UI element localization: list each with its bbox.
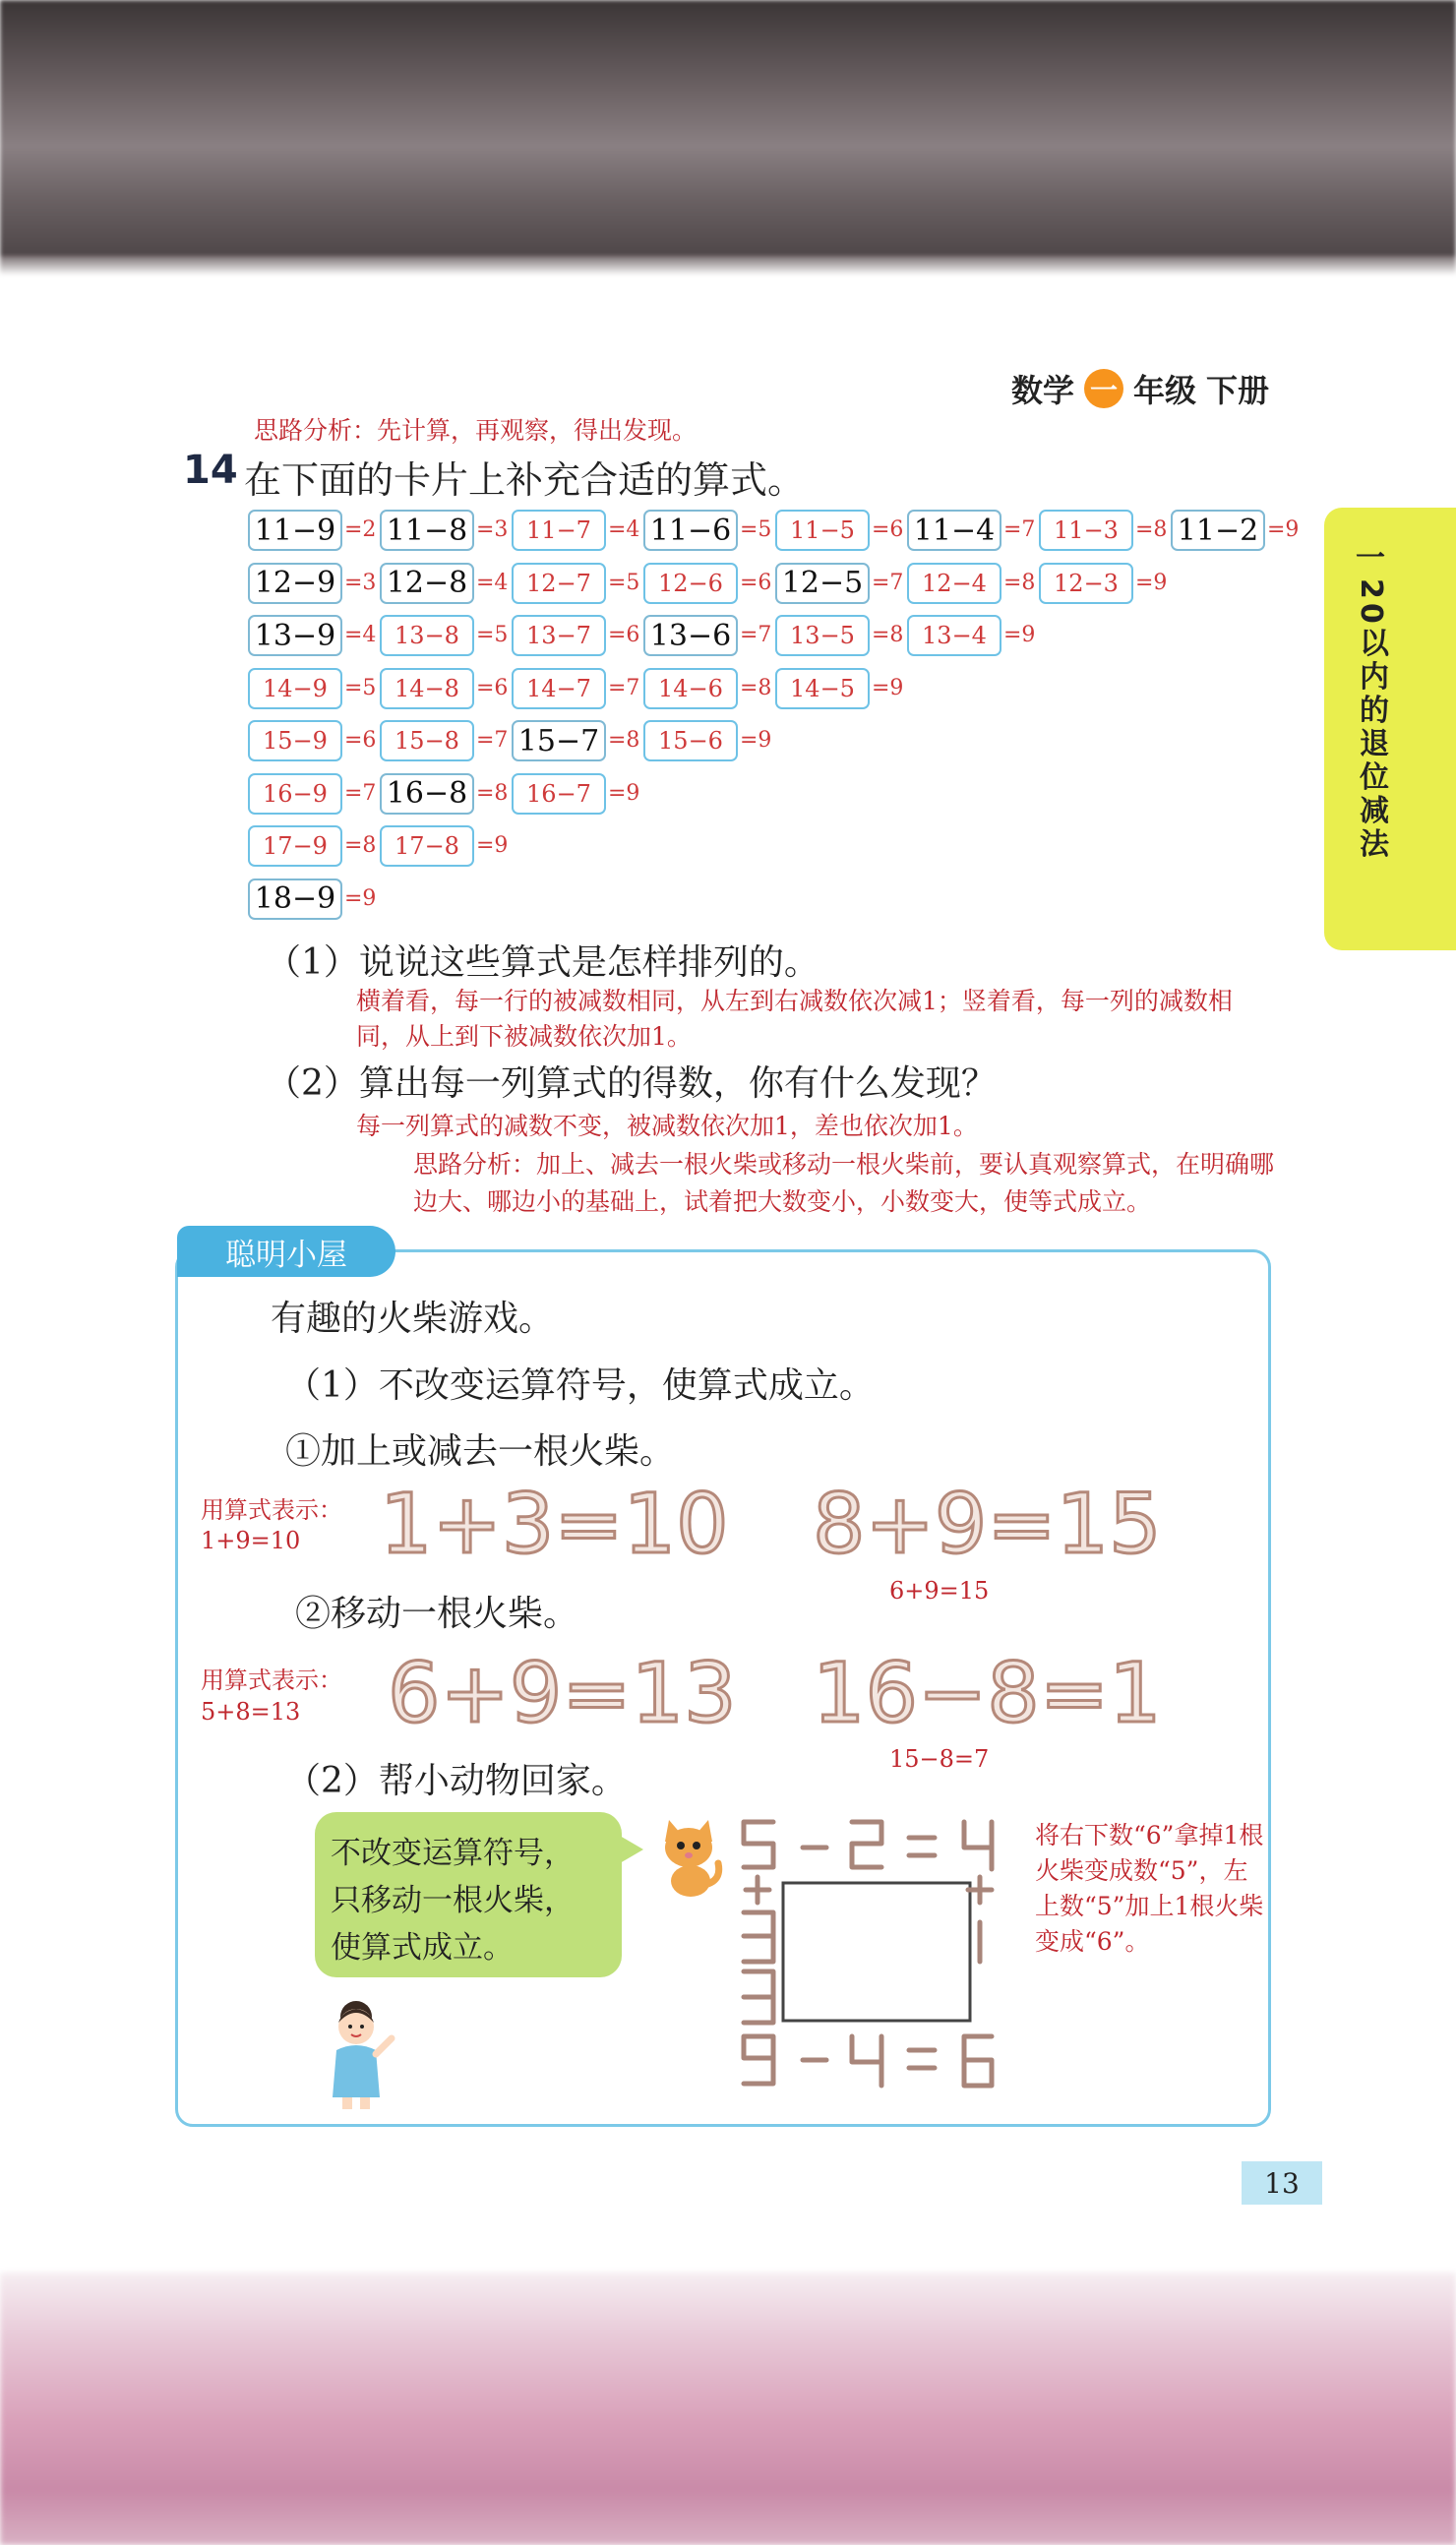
match-item-1: ①加上或减去一根火柴。 (285, 1431, 676, 1472)
girl-illustration-icon (313, 1995, 401, 2111)
header-grade-label: 年级 (1132, 372, 1196, 409)
question-number: 14 (183, 448, 238, 493)
bubble-line-2: 只移动一根火柴， (331, 1883, 575, 1918)
expression-result: =4 (344, 623, 377, 647)
hint-analysis-2: 思路分析：加上、减去一根火柴或移动一根火柴前，要认真观察算式，在明确哪边大、哪边小的基础上，试着把大数变小，小数变大，使等式成立。 (413, 1150, 1275, 1216)
matchstick-eq2-text: 8+9=15 (813, 1476, 1162, 1572)
formula-answer-4: 15−8=7 (889, 1745, 990, 1773)
matchstick-eq4-text: 16−8=1 (813, 1645, 1162, 1741)
matchstick-house-puzzle (734, 1814, 1029, 2091)
expression-card: 14−9 (248, 668, 342, 709)
expression-card: 11−4 (907, 510, 1001, 551)
matchstick-equation-4 (813, 1645, 1162, 1741)
expression-card: 13−7 (512, 615, 606, 656)
expression-result: =3 (344, 570, 377, 595)
formula-label-1: 用算式表示： (201, 1496, 342, 1524)
expression-card: 11−8 (380, 510, 474, 551)
match-sub-question-2: （2）帮小动物回家。 (285, 1761, 627, 1801)
expression-result: =8 (1135, 517, 1168, 542)
bubble-line-1: 不改变运算符号， (331, 1836, 575, 1871)
expression-card: 16−8 (380, 773, 474, 815)
expression-card: 14−7 (512, 668, 606, 709)
expression-result: =5 (344, 675, 377, 700)
expression-result: =5 (608, 570, 640, 595)
expression-result: =6 (872, 517, 904, 542)
expression-card: 13−4 (907, 615, 1001, 656)
expression-card: 16−7 (512, 773, 606, 815)
expression-result: =9 (608, 780, 640, 806)
expression-card: 12−3 (1039, 563, 1133, 604)
expression-card: 15−6 (643, 720, 738, 761)
expression-result: =5 (740, 517, 772, 542)
expression-card: 12−4 (907, 563, 1001, 604)
speech-bubble (315, 1812, 622, 1977)
expression-card: 11−2 (1171, 510, 1265, 551)
expression-result: =7 (872, 570, 904, 595)
matchstick-eq1-text: 1+3=10 (380, 1476, 729, 1572)
expression-card: 11−7 (512, 510, 606, 551)
expression-result: =3 (476, 517, 509, 542)
expression-result: =8 (344, 833, 377, 858)
expression-result: =4 (476, 570, 509, 595)
expression-card: 11−9 (248, 510, 342, 551)
expression-result: =6 (740, 570, 772, 595)
chapter-side-text (1346, 539, 1395, 862)
formula-label-2: 用算式表示： (201, 1666, 342, 1694)
answer-2: 每一列算式的减数不变，被减数依次加1，差也依次加1。 (356, 1112, 978, 1140)
match-sub-question-1: （1）不改变运算符号，使算式成立。 (285, 1365, 875, 1406)
expression-card: 11−3 (1039, 510, 1133, 551)
expression-result: =7 (476, 728, 509, 753)
expression-result: =8 (1003, 570, 1036, 595)
expression-result: =7 (740, 623, 772, 647)
chapter-title: 20以内的退位减法 (1354, 578, 1388, 862)
blurred-bottom-region (0, 2272, 1456, 2545)
book-header (1011, 366, 1269, 411)
expression-card: 14−8 (380, 668, 474, 709)
expression-card: 16−9 (248, 773, 342, 815)
matchstick-equation-3 (388, 1645, 737, 1741)
expression-card: 14−5 (775, 668, 870, 709)
cat-illustration-icon (653, 1812, 724, 1901)
question-text: 在下面的卡片上补充合适的算式。 (244, 458, 806, 502)
expression-card: 13−5 (775, 615, 870, 656)
sub-question-2: （2）算出每一列算式的得数，你有什么发现？ (266, 1063, 997, 1104)
expression-result: =5 (476, 623, 509, 647)
puzzle-solution-note: 将右下数“6”拿掉1根火柴变成数“5”，左上数“5”加上1根火柴变成“6”。 (1035, 1821, 1264, 1956)
expression-card: 18−9 (248, 879, 342, 920)
matchstick-equation-2 (813, 1476, 1162, 1572)
expression-card: 12−5 (775, 563, 870, 604)
sub-question-1: （1）说说这些算式是怎样排列的。 (266, 942, 819, 983)
expression-result: =9 (1003, 623, 1036, 647)
expression-result: =6 (344, 728, 377, 753)
expression-result: =9 (344, 885, 377, 911)
expression-card: 15−7 (512, 720, 606, 761)
expression-result: =4 (608, 517, 640, 542)
expression-card: 12−6 (643, 563, 738, 604)
answer-1: 横着看，每一行的被减数相同，从左到右减数依次减1；竖着看，每一列的减数相同，从上到下被减数依次加1。 (356, 987, 1233, 1051)
expression-card: 12−8 (380, 563, 474, 604)
header-subject: 数学 (1010, 372, 1074, 409)
house-rectangle (783, 1883, 970, 2021)
formula-answer-2: 6+9=15 (889, 1577, 990, 1605)
expression-result: =9 (1267, 517, 1300, 542)
expression-result: =6 (608, 623, 640, 647)
expression-card: 13−9 (248, 615, 342, 656)
matchstick-equation-1 (380, 1476, 729, 1572)
expression-result: =2 (344, 517, 377, 542)
match-game-title: 有趣的火柴游戏。 (271, 1299, 555, 1339)
expression-card: 15−9 (248, 720, 342, 761)
grade-circle: 一 (1084, 369, 1123, 408)
expression-card: 13−6 (643, 615, 738, 656)
expression-result: =7 (1003, 517, 1036, 542)
expression-card: 17−8 (380, 825, 474, 867)
formula-answer-1: 1+9=10 (201, 1527, 301, 1554)
expression-card: 11−5 (775, 510, 870, 551)
expression-result: =6 (476, 675, 509, 700)
expression-card: 15−8 (380, 720, 474, 761)
expression-card: 14−6 (643, 668, 738, 709)
chapter-number: 一 (1356, 541, 1385, 576)
expression-card: 12−7 (512, 563, 606, 604)
formula-answer-3: 5+8=13 (201, 1698, 301, 1726)
expression-card: 12−9 (248, 563, 342, 604)
matchstick-eq3-text: 6+9=13 (388, 1645, 737, 1741)
expression-card: 11−6 (643, 510, 738, 551)
expression-result: =7 (608, 675, 640, 700)
expression-card: 13−8 (380, 615, 474, 656)
page-number: 13 (1242, 2161, 1322, 2205)
smart-house-tag: 聪明小屋 (177, 1226, 395, 1277)
expression-result: =8 (476, 780, 509, 806)
expression-result: =9 (872, 675, 904, 700)
bubble-line-3: 使算式成立。 (331, 1930, 514, 1966)
expression-result: =8 (872, 623, 904, 647)
expression-result: =9 (476, 833, 509, 858)
blurred-top-region (0, 0, 1456, 266)
match-item-2: ②移动一根火柴。 (295, 1594, 579, 1634)
expression-result: =9 (740, 728, 772, 753)
expression-result: =8 (608, 728, 640, 753)
expression-result: =9 (1135, 570, 1168, 595)
header-volume: 下册 (1205, 372, 1269, 409)
expression-result: =8 (740, 675, 772, 700)
expression-result: =7 (344, 780, 377, 806)
subtraction-card-grid (248, 510, 1320, 933)
hint-analysis-1: 思路分析：先计算，再观察，得出发现。 (254, 416, 698, 445)
expression-card: 17−9 (248, 825, 342, 867)
